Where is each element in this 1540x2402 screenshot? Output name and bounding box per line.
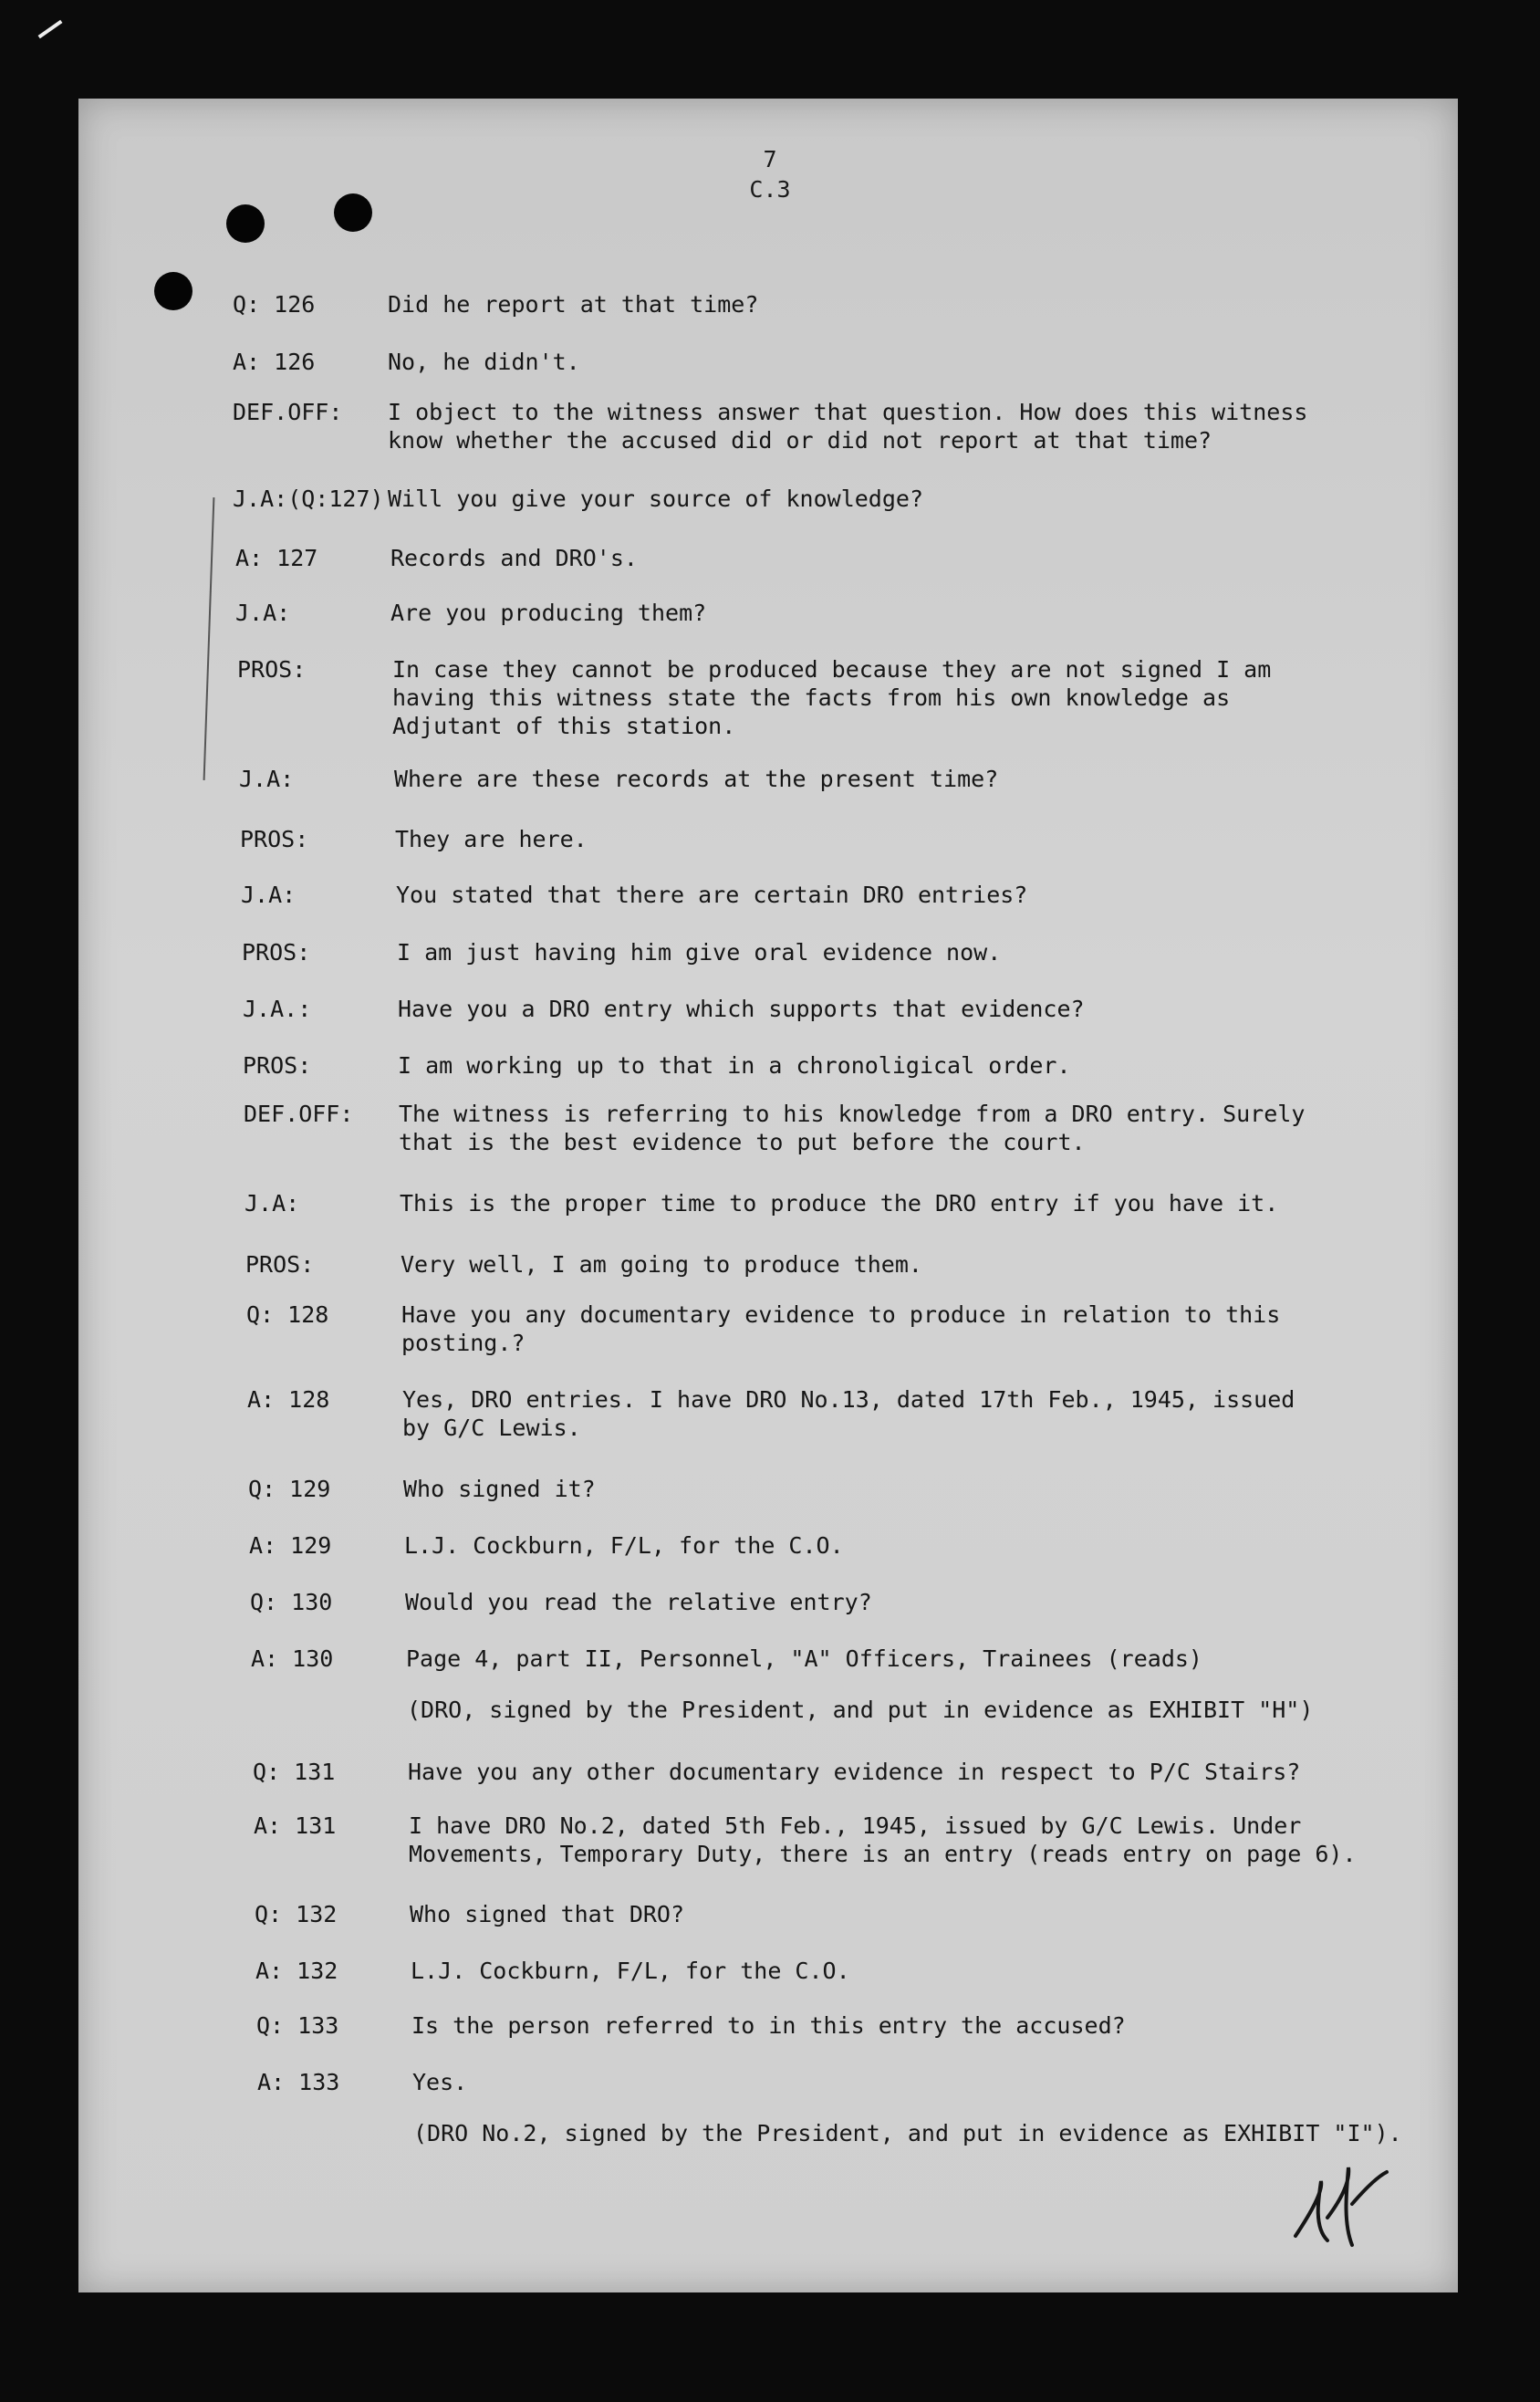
speaker-label: J.A: [245,1190,300,1217]
speaker-label: J.A:(Q:127) [233,486,384,512]
entry-text: No, he didn't. [388,349,580,375]
entry-text: I am working up to that in a chronoligical order. [398,1052,1071,1079]
entry-text: Will you give your source of knowledge? [388,486,923,512]
entry-text: L.J. Cockburn, F/L, for the C.O. [404,1532,844,1559]
speaker-label: Q: 133 [256,2012,339,2039]
entry-text: Have you any other documentary evidence in respect to P/C Stairs? [408,1759,1301,1785]
entry-text: Who signed that DRO? [410,1901,685,1927]
entry-text: Yes. [412,2069,468,2095]
entry-text: The witness is referring to his knowledge from a DRO entry. Surely that is the best evidence to put before the court. [399,1101,1306,1155]
entry-text: Is the person referred to in this entry the accused? [411,2012,1126,2039]
entry-text: In case they cannot be produced because they are not signed I am having this witness state the facts from his own knowledge as Adjutant of this station. [392,656,1272,739]
speaker-label: Q: 126 [233,291,316,318]
scan-speck [38,20,63,38]
punch-hole [226,204,265,243]
speaker-label: A: 128 [247,1386,330,1413]
speaker-label: A: 133 [257,2069,340,2095]
entry-text: I am just having him give oral evidence now. [397,939,1002,966]
speaker-label: PROS: [245,1251,315,1278]
speaker-label: PROS: [237,656,307,683]
speaker-label: J.A.: [243,996,312,1022]
section-label: C.3 [749,176,791,203]
speaker-label: Q: 129 [248,1476,331,1502]
speaker-label: PROS: [242,939,311,966]
entry-text: Page 4, part II, Personnel, "A" Officers, Trainees (reads) [406,1645,1202,1672]
speaker-label: A: 132 [255,1958,338,1984]
speaker-label: Q: 128 [246,1301,329,1328]
speaker-label: A: 129 [249,1532,332,1559]
speaker-label: A: 127 [235,545,318,571]
entry-text: This is the proper time to produce the DRO entry if you have it. [400,1190,1279,1217]
entry-text: Are you producing them? [390,600,707,626]
speaker-label: A: 131 [254,1812,337,1839]
entry-text: (DRO No.2, signed by the President, and put in evidence as EXHIBIT "I"). [413,2120,1402,2146]
speaker-label: Q: 131 [253,1759,336,1785]
entry-text: (DRO, signed by the President, and put in evidence as EXHIBIT "H") [407,1697,1314,1723]
entry-text: You stated that there are certain DRO entries? [396,882,1028,908]
entry-text: Records and DRO's. [390,545,638,571]
speaker-label: PROS: [243,1052,312,1079]
entry-text: They are here. [395,826,588,852]
punch-hole [154,272,192,310]
speaker-label: A: 130 [251,1645,334,1672]
entry-text: Have you any documentary evidence to produce in relation to this posting.? [401,1301,1281,1356]
handwritten-initials [1286,2154,1396,2254]
entry-text: Did he report at that time? [388,291,759,318]
entry-text: L.J. Cockburn, F/L, for the C.O. [411,1958,850,1984]
entry-text: Would you read the relative entry? [405,1589,872,1615]
entry-text: Have you a DRO entry which supports that evidence? [398,996,1085,1022]
speaker-label: A: 126 [233,349,316,375]
entry-text: I object to the witness answer that question. How does this witness know whether the accused did or did not report at that time? [388,399,1308,454]
speaker-label: J.A: [241,882,297,908]
speaker-label: DEF.OFF: [233,399,343,425]
page-number: 7 [763,146,777,172]
entry-text: Where are these records at the present time? [394,766,999,792]
speaker-label: J.A: [239,766,295,792]
speaker-label: J.A: [235,600,291,626]
speaker-label: Q: 132 [255,1901,338,1927]
entry-text: Yes, DRO entries. I have DRO No.13, dated 17th Feb., 1945, issued by G/C Lewis. [402,1386,1295,1441]
speaker-label: DEF.OFF: [244,1101,354,1127]
entry-text: Very well, I am going to produce them. [401,1251,922,1278]
entry-text: I have DRO No.2, dated 5th Feb., 1945, issued by G/C Lewis. Under Movements, Temporary Duty, there is an entry (reads entry on page 6). [409,1812,1357,1867]
entry-text: Who signed it? [403,1476,596,1502]
speaker-label: PROS: [240,826,309,852]
speaker-label: Q: 130 [250,1589,333,1615]
